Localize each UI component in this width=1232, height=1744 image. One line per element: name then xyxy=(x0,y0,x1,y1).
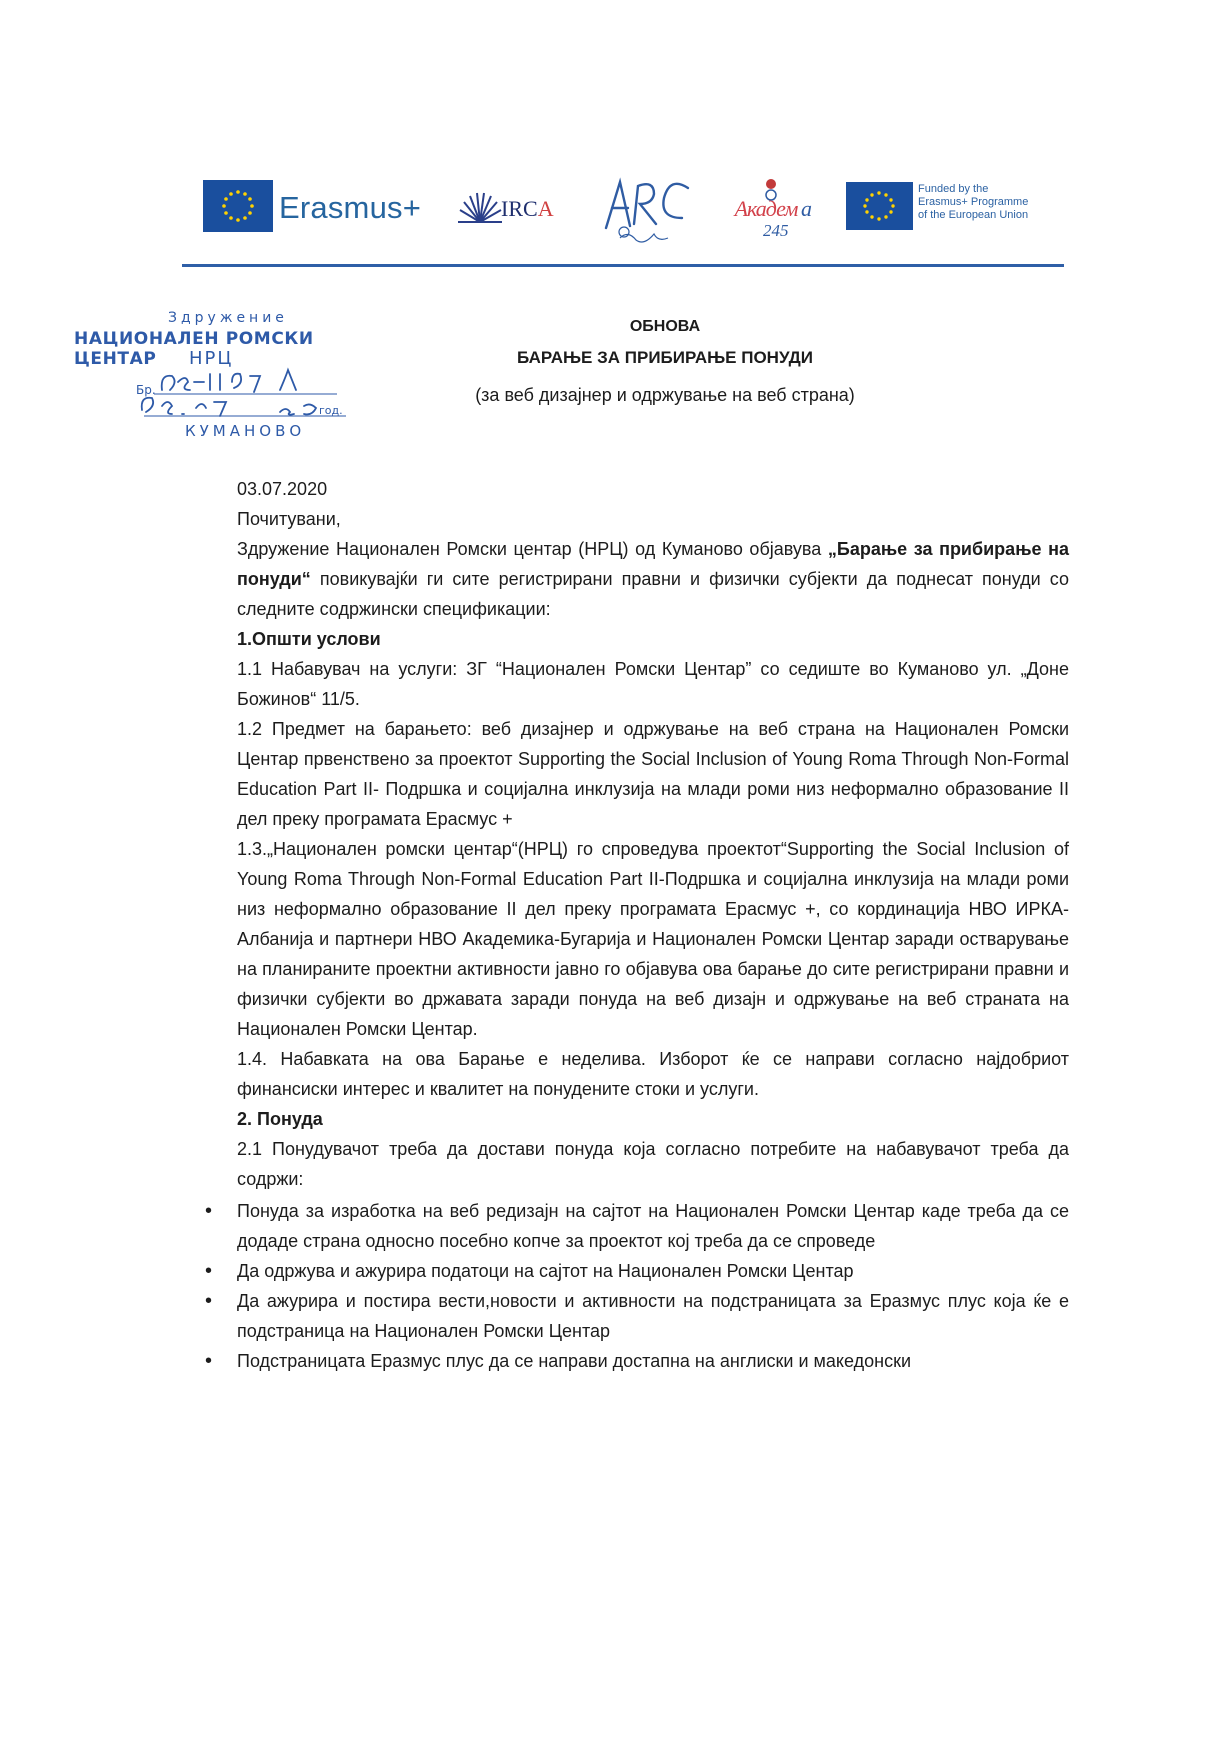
paragraph-1-3: 1.3.„Национален ромски центар“(НРЦ) го спроведува проектот“Supporting the Social Inclusion of Young Roma Through Non-Formal Education Part II-Подршка и социјална инклузија на млади роми низ неформално образование II дел преку програмата Ерасмус +, со кординација НВО ИРКА-Албанија и партнери НВО Академика-Бугарија и Национален Ромски Центар заради остварување на планираните проектни активности јавно го објавува ова барање до сите регистрирани правни и физички субјекти во државата заради понуда на веб дизајн и одржување на веб страната на Национален Ромски Центар. xyxy=(237,839,1069,1039)
list-item: • Да одржува и ажурира податоци на сајтот на Национален Ромски Центар xyxy=(210,1256,1069,1286)
document-title: БАРАЊЕ ЗА ПРИБИРАЊЕ ПОНУДИ xyxy=(517,348,813,367)
document-body xyxy=(237,474,1069,1376)
logo-header xyxy=(203,168,1063,258)
funded-by-text: Funded by the Erasmus+ Programme of the European Union xyxy=(918,183,1029,221)
svg-text:а: а xyxy=(801,196,812,221)
svg-text:Академ: Академ xyxy=(734,196,798,221)
paragraph-1-2: 1.2 Предмет на барањето: веб дизајнер и одржување на веб страна на Национален Ромски Центар првенствено за проектот Supporting the Social Inclusion of Young Roma Through Non-Formal Education Part II- Подршка и социјална инклузија на млади роми низ неформално образование II дел преку програмата Ерасмус + xyxy=(237,719,1069,829)
list-item: • Да ажурира и постира вести,новости и активности на подстраницата за Еразмус плус која ќе е подстраница на Национален Ромски Центар xyxy=(210,1286,1069,1346)
paragraph-1-4: 1.4. Набавката на ова Барање е неделива. Изборот ќе се направи согласно најдобриот финансиски интерес и квалитет на понудените стоки и услуги. xyxy=(237,1049,1069,1099)
irca-suffix: A xyxy=(537,196,554,221)
svg-text:245: 245 xyxy=(763,221,789,240)
greeting: Почитувани, xyxy=(237,509,341,529)
arc-handwritten-icon xyxy=(598,168,693,253)
document-date: 03.07.2020 xyxy=(237,479,328,499)
erasmus-plus-logo xyxy=(203,180,428,232)
section-heading-offer: 2. Понуда xyxy=(237,1109,323,1129)
paragraph-2-1: 2.1 Понудувачот треба да достави понуда која согласно потребите на набавувачот треба да содржи: xyxy=(237,1139,1069,1189)
document-label: ОБНОВА xyxy=(629,318,701,335)
erasmus-wordmark: Erasmus+ xyxy=(279,190,422,225)
intro-paragraph xyxy=(237,534,1069,624)
document-subtitle: (за веб дизајнер и одржување на веб страна) xyxy=(475,385,855,405)
intro-bold-title: „Барање за прибирање на понуди“ xyxy=(237,539,1069,589)
eu-flag-icon xyxy=(846,182,913,230)
irca-sunburst-icon xyxy=(456,188,504,228)
eu-stars-icon xyxy=(846,182,913,230)
stamp-org-name: НАЦИОНАЛЕН РОМСКИ ЦЕНТАР xyxy=(74,329,314,369)
header-divider xyxy=(182,264,1064,267)
akademika-mark-icon xyxy=(711,174,821,244)
svg-text:год.: год. xyxy=(319,404,343,417)
stamp-org-type: Здружение xyxy=(168,310,288,326)
stamp-city: КУМАНОВО xyxy=(185,422,306,440)
paragraph-1-1: 1.1 Набавувач на услуги: ЗГ “Национален Ромски Центар” со седиште во Куманово ул. „Доне Божинов“ 11/5. xyxy=(237,659,1069,709)
akademika-logo xyxy=(711,174,821,244)
irca-logo xyxy=(456,188,581,228)
funded-by-eu-logo xyxy=(846,182,1063,234)
requirements-list xyxy=(210,1196,1069,1376)
irca-prefix: IRC xyxy=(501,196,538,221)
arc-logo xyxy=(598,168,693,253)
eu-flag-icon xyxy=(203,180,273,232)
eu-stars-icon xyxy=(203,180,273,232)
list-item: • Подстраницата Еразмус плус да се направи достапна на англиски и македонски xyxy=(210,1346,1069,1376)
irca-wordmark xyxy=(501,196,554,222)
stamp-abbreviation: НРЦ xyxy=(189,348,234,369)
registration-stamp xyxy=(72,310,402,450)
svg-text:Бр.: Бр. xyxy=(136,383,156,397)
list-item: • Понуда за изработка на веб редизајн на сајтот на Национален Ромски Центар каде треба да се додаде страна односно посебно копче за проектот кој треба да се спроведе xyxy=(210,1196,1069,1256)
intro-text-end: повикувајќи ги сите регистрирани правни и физички субјекти да поднесат понуди со следните содржински спецификации: xyxy=(237,569,1069,619)
intro-text-start: Здружение Национален Ромски центар (НРЦ) од Куманово објавува xyxy=(237,539,828,559)
section-heading-general: 1.Општи услови xyxy=(237,629,381,649)
document-title-block xyxy=(420,318,910,406)
